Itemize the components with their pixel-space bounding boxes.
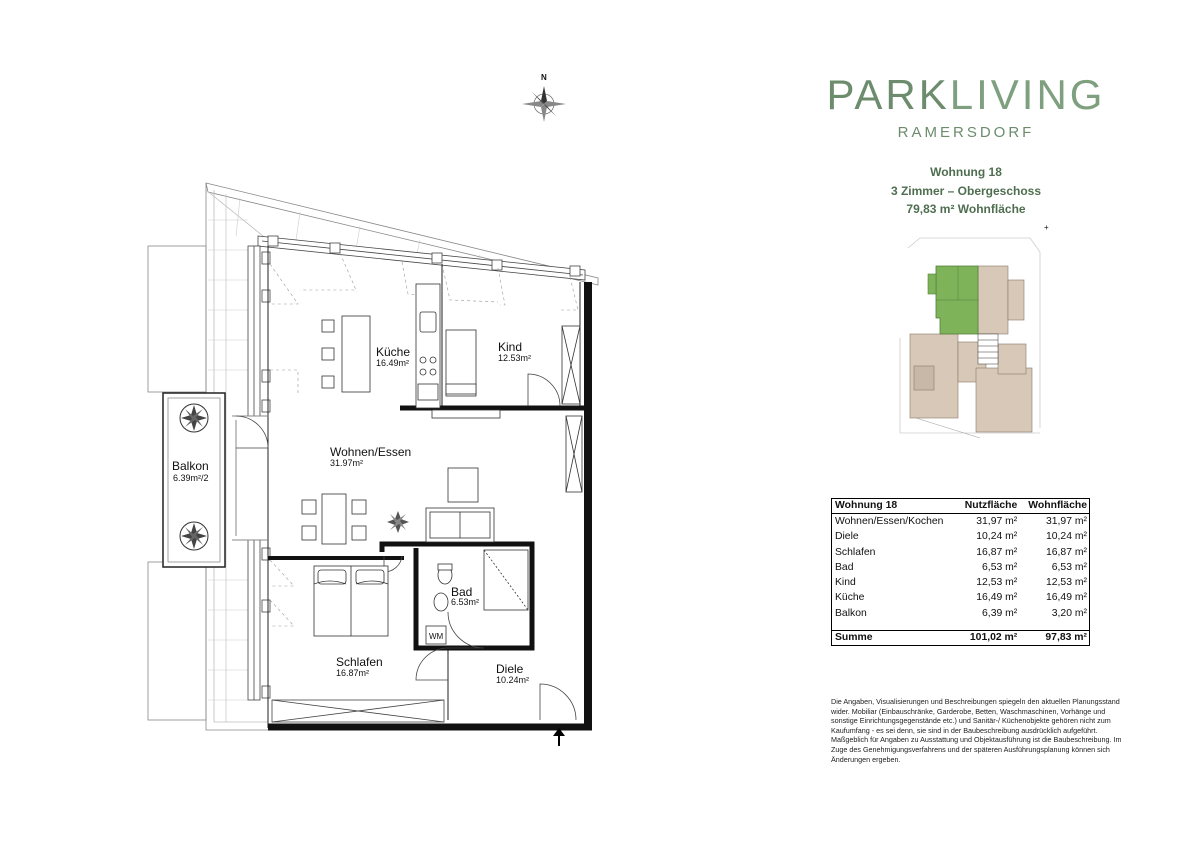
table-cell-wohn: 6,53 m² xyxy=(1051,561,1087,573)
left-facade xyxy=(248,246,270,700)
unit-living-area: 79,83 m² Wohnfläche xyxy=(906,202,1026,216)
room-label-kueche: Küche xyxy=(376,345,411,359)
room-area-kueche: 16.49m² xyxy=(376,358,410,368)
room-area-diele: 10.24m² xyxy=(496,675,530,685)
table-cell-room: Schlafen xyxy=(835,546,876,558)
table-cell-nutz: 10,24 m² xyxy=(976,531,1018,543)
table-cell-wohn: 3,20 m² xyxy=(1051,607,1087,619)
plant-icon xyxy=(387,511,409,533)
compass-rose-icon xyxy=(522,73,566,122)
table-header-unit: Wohnung 18 xyxy=(835,500,898,511)
table-sum-nutz: 101,02 m² xyxy=(969,632,1018,643)
entrance-arrow-icon xyxy=(553,728,565,746)
brand-name xyxy=(800,71,1132,118)
area-table-header xyxy=(832,499,1089,514)
keyplan-highlight-unit xyxy=(928,266,978,334)
bed xyxy=(314,566,388,636)
table-sum-label: Summe xyxy=(835,632,873,643)
table-cell-room: Balkon xyxy=(835,607,867,619)
unit-info xyxy=(800,163,1132,219)
brand-logo xyxy=(800,71,1132,141)
table-row xyxy=(832,514,1089,529)
table-cell-nutz: 6,53 m² xyxy=(982,561,1018,573)
table-cell-wohn: 12,53 m² xyxy=(1045,577,1087,589)
kitchen-island xyxy=(322,316,370,392)
table-cell-room: Wohnen/Essen/Kochen xyxy=(835,516,944,527)
table-row xyxy=(832,575,1089,590)
room-label-wm: WM xyxy=(429,632,444,641)
room-area-bad: 6.53m² xyxy=(451,597,480,607)
table-cell-room: Diele xyxy=(835,531,859,543)
area-table-sum xyxy=(832,630,1089,645)
table-cell-wohn: 10,24 m² xyxy=(1045,531,1087,543)
table-row xyxy=(832,545,1089,560)
plant-icon xyxy=(180,522,208,550)
table-cell-nutz: 16,49 m² xyxy=(976,592,1018,604)
balcony xyxy=(163,393,225,567)
table-sum-wohn: 97,83 m² xyxy=(1045,632,1087,643)
room-area-schlafen: 16.87m² xyxy=(336,668,370,678)
kitchen-counter xyxy=(416,284,440,408)
brand-name-part1: PARK xyxy=(826,71,950,118)
interior-walls xyxy=(232,246,580,728)
table-cell-nutz: 12,53 m² xyxy=(976,577,1018,589)
table-cell-wohn: 16,87 m² xyxy=(1045,546,1087,558)
kind-furniture xyxy=(446,326,580,404)
table-cell-room: Kind xyxy=(835,577,856,589)
room-label-diele: Diele xyxy=(496,662,524,676)
brand-location: RAMERSDORF xyxy=(897,124,1035,141)
room-area-kind: 12.53m² xyxy=(498,353,532,363)
table-header-nutzflaeche: Nutzfläche xyxy=(964,500,1018,511)
table-row xyxy=(832,560,1089,575)
table-row xyxy=(832,606,1089,621)
table-cell-wohn: 16,49 m² xyxy=(1045,592,1087,604)
room-label-schlafen: Schlafen xyxy=(336,655,383,669)
unit-title: Wohnung 18 xyxy=(930,165,1002,179)
table-cell-nutz: 6,39 m² xyxy=(982,607,1018,619)
svg-text:+: + xyxy=(1044,223,1049,232)
table-row xyxy=(832,590,1089,605)
room-label-balkon: Balkon xyxy=(172,459,209,473)
room-area-balkon: 6.39m²/2 xyxy=(173,473,209,483)
room-area-wohnen: 31.97m² xyxy=(330,458,364,468)
room-label-wohnen: Wohnen/Essen xyxy=(330,445,412,459)
sofa xyxy=(426,468,494,542)
table-cell-wohn: 31,97 m² xyxy=(1045,516,1087,527)
unit-rooms-floor: 3 Zimmer – Obergeschoss xyxy=(890,183,1042,198)
disclaimer-text: Die Angaben, Visualisierungen und Beschreibungen spiegeln den aktuellen Planungsstand wider. Mobiliar (Einbauschränke, Garderobe, Betten, Waschmaschinen, Vorhänge und sonstige Einrichtungsgegenstände etc.) und Sanitär-/ Küchenobjekte gehören nicht zum Kaufumfang - es sei denn, sie sind in der Baubeschreibung ausdrücklich aufgeführt. Maßgeblich für Angaben zu Ausstattung und Objektausführung ist die Baubeschreibung. Im Zuge des Genehmigungsverfahrens und der späteren Ausführungsplanung können sich Änderungen ergeben. xyxy=(831,697,1122,764)
door-swings xyxy=(236,374,576,720)
table-row xyxy=(832,529,1089,544)
table-cell-room: Küche xyxy=(835,592,865,604)
diele-wardrobe xyxy=(272,700,444,722)
room-label-kind: Kind xyxy=(498,340,523,354)
table-cell-room: Bad xyxy=(835,561,854,573)
brand-name-part2: LIVING xyxy=(949,71,1106,118)
table-header-wohnflaeche: Wohnfläche xyxy=(1028,500,1087,511)
key-plan xyxy=(880,218,1060,443)
compass-north-label: N xyxy=(541,73,547,82)
table-cell-nutz: 16,87 m² xyxy=(976,546,1018,558)
plant-icon xyxy=(180,404,208,432)
room-label-bad: Bad xyxy=(451,585,473,599)
table-cell-nutz: 31,97 m² xyxy=(976,516,1018,527)
area-table xyxy=(831,498,1090,646)
dining-table xyxy=(302,494,366,544)
